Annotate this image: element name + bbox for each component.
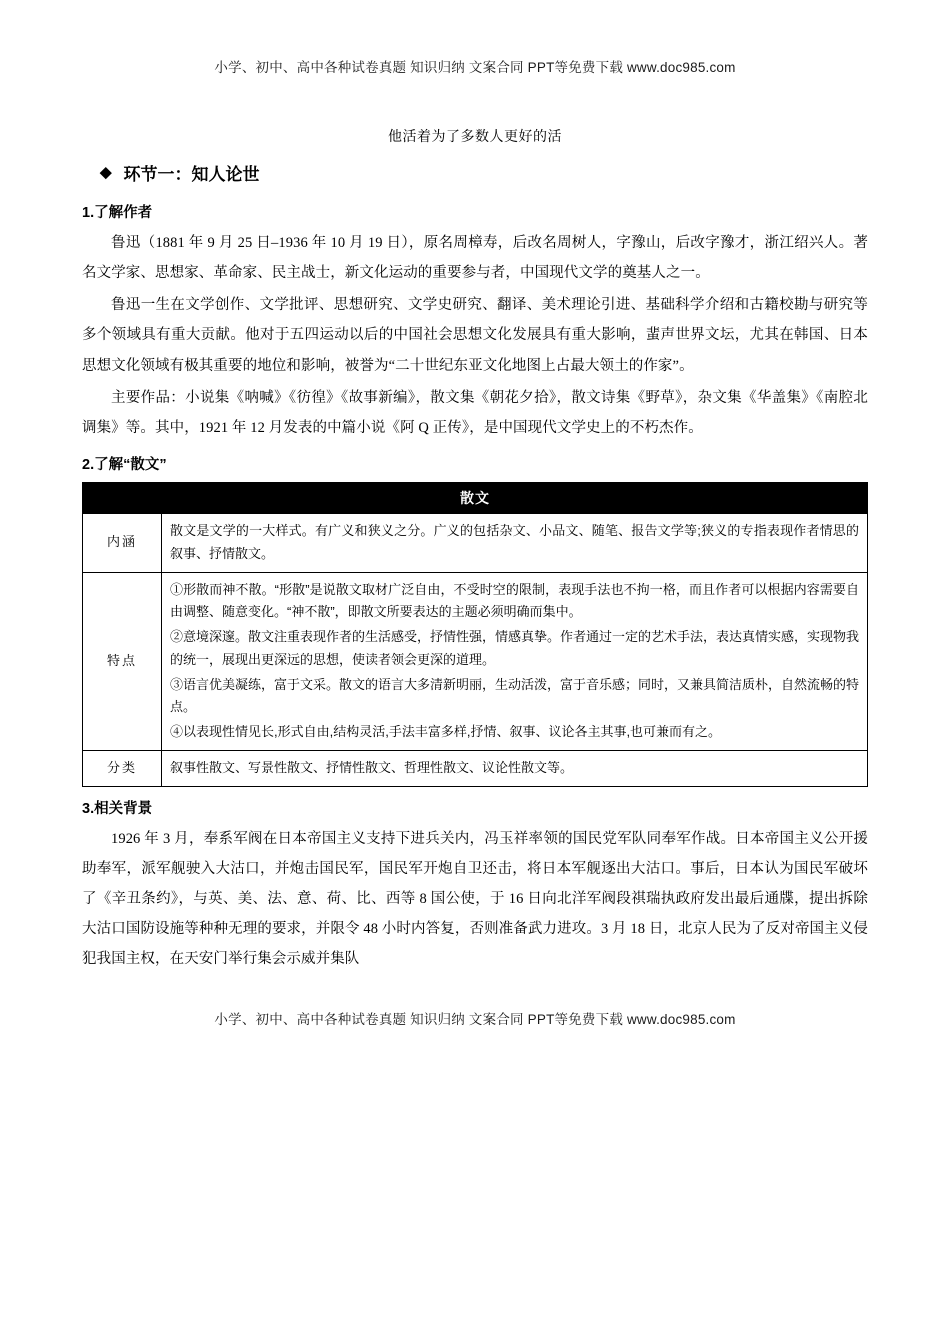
header-watermark: 小学、初中、高中各种试卷真题 知识归纳 文案合同 PPT等免费下载 www.doc985.com: [214, 60, 736, 75]
prose-info-table: [82, 482, 868, 787]
paragraph: 1926 年 3 月，奉系军阀在日本帝国主义支持下进兵关内，冯玉祥率领的国民党军队同奉军作战。日本帝国主义公开援助奉军，派军舰驶入大沽口，并炮击国民军，国民军开炮自卫还击，将日本军舰逐出大沽口。事后，日本认为国民军破坏了《辛丑条约》，与英、美、法、意、荷、比、西等 8 国公使，于 16 日向北洋军阀段祺瑞执政府发出最后通牒，提出拆除大沽口国防设施等种种无理的要求，并限令 48 小时内答复，否则准备武力进攻。3 月 18 日，北京人民为了反对帝国主义侵犯我国主权，在天安门举行集会示威并集队: [82, 830, 868, 968]
table-row-content: [162, 514, 868, 573]
subsection-heading-author: 1.了解作者: [82, 205, 153, 221]
table-row-label: 分类: [83, 750, 162, 786]
paragraph: 鲁迅（1881 年 9 月 25 日–1936 年 10 月 19 日），原名周樟寿，后改名周树人，字豫山，后改字豫才，浙江绍兴人。著名文学家、思想家、革命家、民主战士，新文化运动的重要参与者，中国现代文学的奠基人之一。: [82, 235, 868, 282]
table-title: 散文: [83, 483, 868, 514]
table-title-row: [83, 483, 868, 514]
table-row: [83, 750, 868, 786]
paragraph: 鲁迅一生在文学创作、文学批评、思想研究、文学史研究、翻译、美术理论引进、基础科学介绍和古籍校勘与研究等多个领域具有重大贡献。他对于五四运动以后的中国社会思想文化发展具有重大影响，蜚声世界文坛，尤其在韩国、日本思想文化领域有极其重要的地位和影响，被誉为“二十世纪东亚文化地图上占最大领土的作家”。: [82, 297, 868, 374]
section-title-text: 环节一：知人论世: [123, 165, 260, 184]
spacer: [82, 445, 868, 453]
document-subtitle: 他活着为了多数人更好的活: [388, 128, 562, 144]
table-cell-paragraph: ①形散而神不散。“形散”是说散文取材广泛自由，不受时空的限制，表现手法也不拘一格，而且作者可以根据内容需要自由调整、随意变化。“神不散”，即散文所要表达的主题必须明确而集中。: [170, 581, 859, 620]
footer-watermark: 小学、初中、高中各种试卷真题 知识归纳 文案合同 PPT等免费下载 www.doc985.com: [214, 1012, 736, 1028]
table-row-label: 内涵: [83, 514, 162, 573]
table-row: [83, 572, 868, 750]
subsection-heading-prose: 2.了解“散文”: [82, 457, 167, 474]
table-row-content: [162, 750, 868, 786]
table-row-label: 特点: [83, 572, 162, 750]
section-heading: [82, 160, 868, 185]
table-row-content: [162, 572, 868, 750]
table-cell-paragraph: ②意境深邃。散文注重表现作者的生活感受，抒情性强，情感真挚。作者通过一定的艺术手法，表达真情实感，实现物我的统一，展现出更深远的思想，使读者领会更深的道理。: [170, 629, 860, 667]
diamond-bullet-icon: ◆: [100, 164, 112, 181]
subsection-heading-background: 3.相关背景: [82, 800, 153, 817]
table-row: [83, 514, 868, 573]
table-cell-paragraph: ④以表现性情见长,形式自由,结构灵活,手法丰富多样,抒情、叙事、议论各主其事,也可兼而有之。: [170, 724, 722, 740]
table-cell-paragraph: ③语言优美凝练，富于文采。散文的语言大多清新明丽，生动活泼，富于音乐感；同时，又兼具简洁质朴，自然流畅的特点。: [170, 676, 860, 715]
paragraph: 主要作品：小说集《呐喊》《彷徨》《故事新编》，散文集《朝花夕拾》，散文诗集《野草》，杂文集《华盖集》《南腔北调集》等。其中，1921 年 12 月发表的中篇小说《阿 Q 正传》，是中国现代文学史上的不朽杰作。: [82, 389, 868, 436]
table-cell-paragraph: 散文是文学的一大样式。有广义和狭义之分。广义的包括杂文、小品文、随笔、报告文学等;狭义的专指表现作者情思的叙事、抒情散文。: [170, 523, 859, 561]
table-cell-paragraph: 叙事性散文、写景性散文、抒情性散文、哲理性散文、议论性散文等。: [170, 759, 574, 775]
